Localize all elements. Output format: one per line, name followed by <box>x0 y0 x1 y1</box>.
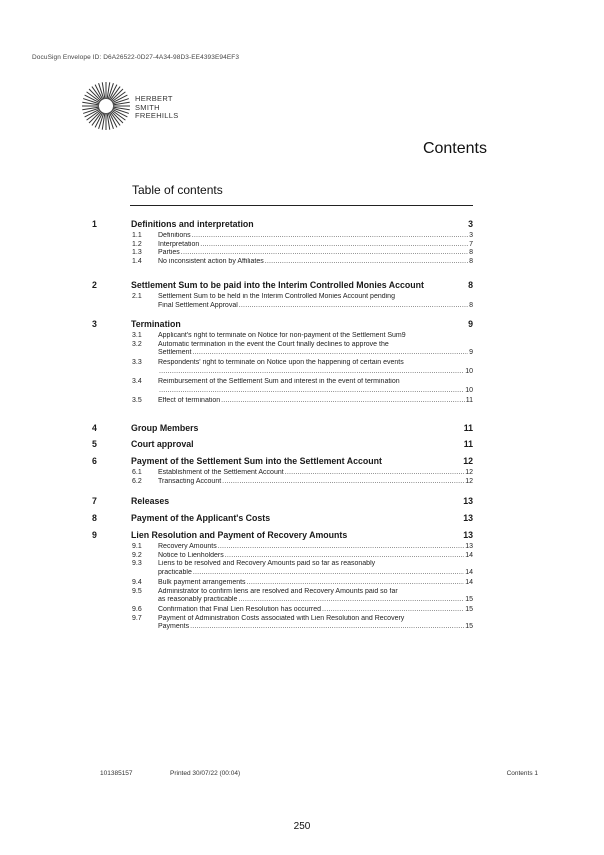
toc-section-title: Court approval <box>131 439 194 449</box>
toc-section-page: 9 <box>468 319 473 329</box>
toc-subsection-number: 1.2 <box>132 240 142 248</box>
toc-subsection-page: 13 <box>465 543 473 550</box>
toc-section-title: Releases <box>131 496 170 506</box>
dot-leader <box>247 579 465 588</box>
firm-name-line: FREEHILLS <box>135 111 179 120</box>
toc-section[interactable] <box>92 280 473 292</box>
toc-subsection[interactable] <box>132 258 473 267</box>
toc-section-page: 13 <box>463 513 473 523</box>
toc-section-title: Payment of the Settlement Sum into the Settlement Account <box>131 456 382 466</box>
toc-subsection-page: 10 <box>465 386 473 394</box>
toc-section-page: 13 <box>463 530 473 540</box>
dot-leader <box>200 241 468 250</box>
toc-subsection-title: Notice to Lienholders <box>158 551 224 559</box>
toc-section[interactable] <box>92 530 473 542</box>
firm-name-line: SMITH <box>135 102 160 112</box>
footer-label: Contents 1 <box>506 770 538 777</box>
herbert-smith-freehills-logo-icon <box>80 80 132 132</box>
firm-name <box>135 95 179 121</box>
toc-subsection-page: 8 <box>469 249 473 257</box>
toc-subsection[interactable] <box>132 606 473 615</box>
footer-printed: Printed 30/07/22 (00:04) <box>170 770 241 777</box>
toc-section-page: 8 <box>468 280 473 290</box>
toc-section[interactable] <box>92 423 473 435</box>
dot-leader <box>222 478 464 487</box>
toc-subsection-title: Confirmation that Final Lien Resolution has occurred <box>158 606 322 614</box>
dot-leader <box>159 368 464 377</box>
toc-subsection-title: practicable <box>158 568 192 576</box>
toc-subsection[interactable] <box>132 241 473 250</box>
toc-section-number: 5 <box>92 439 97 449</box>
toc-subsection-title: Administrator to confirm liens are resolved and Recovery Amounts paid so far <box>158 587 398 595</box>
toc-section-page: 11 <box>463 439 473 449</box>
toc-subsection-page: 15 <box>465 623 473 631</box>
toc-subsection-number: 9.2 <box>132 551 142 559</box>
toc-subsection-number: 9.4 <box>132 578 142 586</box>
toc-subsection-page: 15 <box>465 606 473 614</box>
toc-subsection-number: 9.1 <box>132 543 142 550</box>
toc-section-number: 7 <box>92 496 97 506</box>
toc-section-number: 4 <box>92 423 97 433</box>
toc-divider <box>130 205 473 206</box>
toc-subsection-page: 8 <box>469 257 473 265</box>
toc-subsection[interactable] <box>132 579 473 588</box>
toc-section-number: 9 <box>92 530 97 540</box>
toc-subsection-number: 9.3 <box>132 560 142 568</box>
toc-subsection-title: Effect of termination <box>158 396 221 404</box>
toc-subsection-title: Applicant's right to terminate on Notice for non-payment of the Settlement Sum <box>158 332 402 339</box>
toc-subsection-page: 15 <box>465 596 473 604</box>
toc-subsection-title: Respondents' right to terminate on Notice upon the happening of certain events <box>158 359 404 367</box>
toc-subsection-page: 12 <box>465 477 473 485</box>
toc-section[interactable] <box>92 439 473 451</box>
toc-subsection-title: Liens to be resolved and Recovery Amounts paid so far as reasonably <box>158 560 376 568</box>
toc-subsection-title: Establishment of the Settlement Account <box>158 469 284 476</box>
toc-subsection-number: 1.4 <box>132 257 142 265</box>
dot-leader <box>265 258 468 267</box>
page-title: Contents <box>422 140 487 157</box>
toc-section[interactable] <box>92 496 473 508</box>
toc-subsection-number: 3.4 <box>132 378 142 385</box>
toc-section-page: 11 <box>463 423 473 433</box>
dot-leader <box>190 623 464 632</box>
toc-subsection-number: 9.6 <box>132 606 142 614</box>
dot-leader <box>192 349 468 358</box>
toc-subsection[interactable] <box>132 543 473 552</box>
toc-subsection[interactable] <box>132 588 473 605</box>
toc-subsection-page: 14 <box>465 551 473 559</box>
toc-subsection-title: as reasonably practicable <box>158 596 238 604</box>
toc-heading: Table of contents <box>132 183 223 197</box>
toc-subsection-number: 3.1 <box>132 332 142 339</box>
toc-section[interactable] <box>92 513 473 525</box>
toc-section-number: 6 <box>92 456 97 466</box>
toc-section-number: 8 <box>92 513 97 523</box>
toc-subsection[interactable] <box>132 359 473 376</box>
dot-leader <box>192 232 468 241</box>
toc-subsection-page: 10 <box>465 367 473 375</box>
dot-leader <box>238 596 464 605</box>
toc-subsection[interactable] <box>132 332 473 341</box>
toc-subsection-number: 6.2 <box>132 477 142 485</box>
toc-section-page: 3 <box>468 219 473 229</box>
toc-subsection-number: 3.3 <box>132 359 142 367</box>
toc-subsection[interactable] <box>132 478 473 487</box>
toc-subsection-title: Transacting Account <box>158 477 222 485</box>
docusign-envelope-id: DocuSign Envelope ID: D6A26522-0D27-4A34-98D3-EE4393E94EF3 <box>32 54 240 61</box>
dot-leader <box>225 552 464 561</box>
toc-subsection-title: Settlement Sum to be held in the Interim Controlled Monies Account pending <box>158 293 395 300</box>
toc-subsection-title: Payment of Administration Costs associated with Lien Resolution and Recovery <box>158 614 405 622</box>
toc-subsection[interactable] <box>132 341 473 358</box>
toc-section[interactable] <box>92 219 473 231</box>
toc-subsection[interactable] <box>132 232 473 241</box>
dot-leader <box>181 249 468 258</box>
toc-subsection-number: 6.1 <box>132 469 142 476</box>
dot-leader <box>193 569 464 578</box>
toc-subsection-title: Bulk payment arrangements <box>158 578 246 586</box>
dot-leader <box>322 606 464 615</box>
toc-section-title: Settlement Sum to be paid into the Interim Controlled Monies Account <box>131 280 424 290</box>
dot-leader <box>285 469 465 478</box>
toc-subsection[interactable] <box>132 552 473 561</box>
toc-subsection-number: 2.1 <box>132 293 142 300</box>
footer-doc-id: 101385157 <box>100 770 133 777</box>
toc-subsection-number: 3.2 <box>132 340 142 348</box>
toc-subsection-number: 1.1 <box>132 232 142 239</box>
toc-section-title: Termination <box>131 319 181 329</box>
toc-subsection-title: Final Settlement Approval <box>158 301 238 309</box>
toc-subsection[interactable] <box>132 378 473 395</box>
toc-section-page: 13 <box>463 496 473 506</box>
toc-section-title: Lien Resolution and Payment of Recovery Amounts <box>131 530 348 540</box>
toc-subsection-page: 14 <box>465 568 473 576</box>
toc-subsection-title: Recovery Amounts <box>158 543 217 550</box>
toc-subsection-number: 3.5 <box>132 396 142 404</box>
toc-subsection[interactable] <box>132 293 473 310</box>
toc-section[interactable] <box>92 456 473 468</box>
toc-subsection-page: 12 <box>465 469 473 476</box>
toc-subsection[interactable] <box>132 397 473 406</box>
dot-leader <box>221 397 465 406</box>
toc-subsection-title: No inconsistent action by Affiliates <box>158 257 264 265</box>
toc-subsection[interactable] <box>132 560 473 577</box>
dot-leader <box>159 387 464 396</box>
dot-leader <box>239 302 468 311</box>
toc-subsection[interactable] <box>132 615 473 632</box>
toc-subsection-number: 9.5 <box>132 587 142 595</box>
toc-section-title: Group Members <box>131 423 199 433</box>
toc-subsection[interactable] <box>132 469 473 478</box>
toc-subsection-page: 9 <box>469 349 473 357</box>
toc-subsection-title: Interpretation <box>158 240 200 248</box>
toc-subsection-title: Settlement <box>158 349 192 357</box>
toc-subsection-title: Reimbursement of the Settlement Sum and interest in the event of termination <box>158 378 400 385</box>
toc-section-number: 1 <box>92 219 97 229</box>
toc-section[interactable] <box>92 319 473 331</box>
toc-subsection[interactable] <box>132 249 473 258</box>
toc-section-number: 2 <box>92 280 97 290</box>
toc-subsection-page: 9 <box>401 332 406 339</box>
toc-subsection-page: 3 <box>469 232 473 239</box>
toc-section-number: 3 <box>92 319 97 329</box>
toc-subsection-title: Automatic termination in the event the Court finally declines to approve the <box>158 340 389 348</box>
toc-subsection-page: 8 <box>469 301 473 309</box>
toc-subsection-title: Definitions <box>158 232 191 239</box>
firm-name-line: HERBERT <box>135 94 173 103</box>
toc-section-title: Payment of the Applicant's Costs <box>131 513 271 523</box>
dot-leader <box>218 543 464 552</box>
toc-section-title: Definitions and interpretation <box>131 219 254 229</box>
page-number: 250 <box>293 821 311 832</box>
toc-subsection-title: Payments <box>158 623 190 631</box>
toc-subsection-number: 1.3 <box>132 249 142 257</box>
toc-section-page: 12 <box>463 456 473 466</box>
toc-subsection-page: 14 <box>465 578 473 586</box>
toc-subsection-title: Parties <box>158 249 180 257</box>
toc-subsection-page: 7 <box>469 240 473 248</box>
toc-subsection-number: 9.7 <box>132 614 142 622</box>
toc-subsection-page: 11 <box>465 396 473 404</box>
